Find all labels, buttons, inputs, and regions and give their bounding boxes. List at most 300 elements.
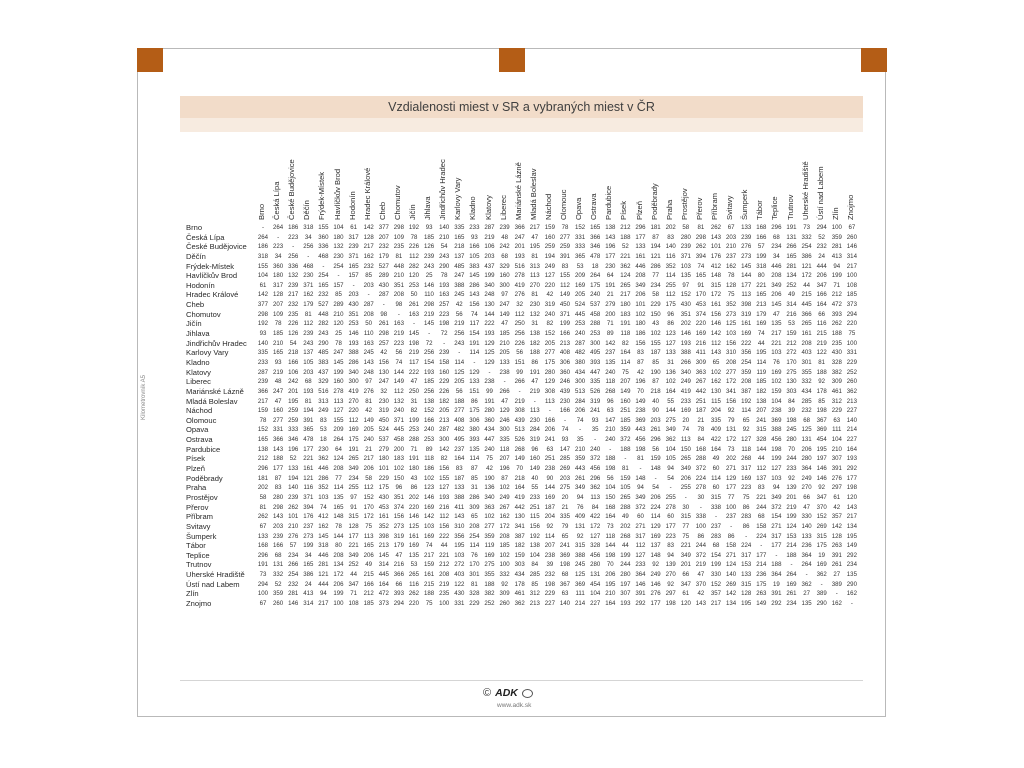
distance-cell: 111 <box>575 590 585 598</box>
table-row <box>186 580 856 590</box>
distance-cell: 403 <box>454 571 465 579</box>
distance-cell: 303 <box>514 561 525 569</box>
distance-cell: 110 <box>363 330 374 338</box>
distance-cell: 154 <box>424 358 435 366</box>
distance-cell: 105 <box>620 484 631 492</box>
distance-cell: 430 <box>348 301 359 309</box>
distance-cell: 233 <box>786 465 797 473</box>
distance-cell: 315 <box>575 542 586 550</box>
distance-cell: 219 <box>484 233 495 241</box>
distance-cell: 161 <box>801 330 812 338</box>
distance-cell: 363 <box>695 368 706 376</box>
distance-cell: 176 <box>710 252 722 260</box>
distance-cell: 30 <box>682 503 690 511</box>
column-header-label: Jihlava <box>423 196 433 220</box>
distance-cell: 70 <box>788 445 795 453</box>
distance-cell: 66 <box>803 493 810 501</box>
distance-cell: 270 <box>529 281 540 289</box>
distance-cell: 261 <box>575 474 586 482</box>
distance-cell: 359 <box>620 426 631 434</box>
distance-cell: 140 <box>846 416 857 424</box>
distance-cell: 177 <box>741 281 752 289</box>
distance-cell: 42 <box>486 465 493 473</box>
distance-cell: 250 <box>514 320 525 328</box>
distance-cell: 287 <box>257 368 269 376</box>
column-header <box>831 148 841 220</box>
distance-cell: 419 <box>514 493 525 501</box>
row-city-name: Kladno <box>186 357 210 367</box>
distance-cell: 251 <box>544 455 555 463</box>
distance-cell: 81 <box>471 580 478 588</box>
distance-cell: 349 <box>575 484 586 492</box>
column-header <box>816 148 826 220</box>
distance-cell: 133 <box>741 224 752 231</box>
column-header-label: Náchod <box>543 193 553 220</box>
distance-cell: 127 <box>544 272 555 280</box>
distance-cell: 70 <box>516 465 524 473</box>
distance-cell: 104 <box>605 484 616 492</box>
distance-cell: 86 <box>471 397 478 405</box>
distance-cell: 159 <box>424 561 435 569</box>
column-headers <box>251 148 856 220</box>
distance-cell: 206 <box>605 571 616 579</box>
distance-cell: 266 <box>499 387 510 395</box>
distance-cell: 210 <box>726 243 737 251</box>
distance-cell: 136 <box>484 484 495 492</box>
column-header-label: Česká Lípa <box>272 181 282 220</box>
distance-cell: 205 <box>439 407 450 415</box>
distance-cell: 102 <box>665 378 676 386</box>
distance-cell: 300 <box>348 378 359 386</box>
distance-cell: 240 <box>393 407 404 415</box>
distance-cell: 367 <box>816 416 827 424</box>
distance-cell: - <box>699 503 702 511</box>
distance-cell: 19 <box>818 551 826 559</box>
distance-cell: 112 <box>560 281 570 289</box>
distance-cell: 388 <box>348 349 359 357</box>
distance-cell: 129 <box>469 368 480 376</box>
distance-cell: 81 <box>365 397 373 405</box>
distance-cell: 210 <box>439 233 450 241</box>
distance-cell: 285 <box>559 455 571 463</box>
distance-cell: 182 <box>514 542 525 550</box>
column-header-label: Chomutov <box>392 185 402 220</box>
distance-cell: 478 <box>303 436 314 444</box>
distance-cell: 386 <box>801 252 812 260</box>
distance-cell: 149 <box>756 599 767 607</box>
distance-cell: 332 <box>499 571 510 579</box>
distance-cell: 213 <box>846 397 857 405</box>
distance-cell: 194 <box>650 243 661 251</box>
column-header <box>725 148 735 220</box>
distance-cell: 44 <box>622 542 629 550</box>
distance-cell: 430 <box>831 349 842 357</box>
distance-cell: 185 <box>499 542 510 550</box>
distance-cell: 145 <box>469 272 480 280</box>
distance-cell: 317 <box>771 532 782 540</box>
distance-cell: 241 <box>590 407 601 415</box>
distance-cell: 239 <box>741 233 752 241</box>
distance-cell: 83 <box>757 484 765 492</box>
distance-cell: 374 <box>695 310 706 318</box>
distance-cell: 359 <box>575 455 586 463</box>
distance-cell: 201 <box>288 387 299 395</box>
distance-cell: 63 <box>606 407 614 415</box>
distance-cell: 123 <box>424 484 435 492</box>
distance-cell: 75 <box>486 455 493 463</box>
table-row <box>186 493 856 503</box>
distance-cell: 170 <box>363 503 374 511</box>
table-row <box>186 377 856 387</box>
distance-table <box>186 223 856 609</box>
distance-cell: 245 <box>454 291 465 299</box>
distance-cell: 177 <box>348 532 359 540</box>
distance-cell: 58 <box>652 291 659 299</box>
row-city-name: Náchod <box>186 406 213 416</box>
distance-cell: 444 <box>816 262 827 270</box>
distance-cell: 373 <box>846 301 857 309</box>
distance-cell: 98 <box>380 310 388 318</box>
publisher-url: www.adk.sk <box>497 702 532 709</box>
distance-cell: 264 <box>257 233 269 241</box>
distance-cell: 387 <box>514 532 525 540</box>
distance-cell: 131 <box>726 426 737 434</box>
distance-cell: 203 <box>303 368 314 376</box>
distance-cell: 280 <box>484 407 495 415</box>
distance-cell: 444 <box>318 580 329 588</box>
distance-cell: 187 <box>454 474 465 482</box>
distance-cell: 207 <box>378 233 389 241</box>
distance-cell: 142 <box>424 513 435 521</box>
distance-cell: 263 <box>831 542 842 550</box>
distance-cell: 104 <box>831 436 842 444</box>
distance-cell: 152 <box>710 580 722 588</box>
distance-cell: 52 <box>622 243 629 251</box>
distance-cell: 254 <box>469 532 480 540</box>
distance-cell: 232 <box>544 571 555 579</box>
row-city-name: Plzeň <box>186 464 205 474</box>
distance-cell: 114 <box>454 358 465 366</box>
distance-cell: 74 <box>395 358 403 366</box>
distance-cell: 193 <box>484 330 495 338</box>
distance-cell: 42 <box>637 368 644 376</box>
distance-cell: 84 <box>697 436 705 444</box>
distance-cell: 79 <box>727 416 735 424</box>
distance-cell: 194 <box>303 407 314 415</box>
distance-cell: 203 <box>348 291 359 299</box>
distance-cell: 112 <box>665 291 676 299</box>
distance-cell: 238 <box>484 378 495 386</box>
distance-cell: 239 <box>273 532 284 540</box>
distance-cell: 298 <box>424 301 435 309</box>
distance-cell: 161 <box>741 320 752 328</box>
distance-cell: 219 <box>695 561 706 569</box>
distance-cell: 122 <box>454 580 465 588</box>
distance-cell: 388 <box>575 551 586 559</box>
row-city-name: Jičín <box>186 319 202 329</box>
distance-cell: 237 <box>605 349 616 357</box>
distance-cell: 235 <box>831 339 842 347</box>
distance-cell: 443 <box>635 426 646 434</box>
distance-cell: 83 <box>274 484 282 492</box>
distance-cell: 317 <box>348 233 359 241</box>
distance-cell: 220 <box>846 320 857 328</box>
distance-cell: 524 <box>378 426 389 434</box>
distance-cell: 240 <box>590 291 601 299</box>
distance-cell: 159 <box>786 330 797 338</box>
distance-cell: - <box>261 224 265 231</box>
distance-cell: 44 <box>757 339 765 347</box>
distance-cell: 454 <box>590 580 601 588</box>
distance-cell: 226 <box>439 387 450 395</box>
distance-cell: 188 <box>816 368 827 376</box>
distance-cell: 210 <box>333 310 344 318</box>
distance-cell: 265 <box>620 493 631 501</box>
distance-cell: 191 <box>469 339 480 347</box>
distance-cell: 310 <box>454 522 465 530</box>
distance-cell: 166 <box>273 542 284 550</box>
distance-cell: 74 <box>576 416 584 424</box>
distance-cell: 144 <box>756 445 767 453</box>
distance-cell: 77 <box>727 493 735 501</box>
distance-cell: 74 <box>697 262 705 270</box>
distance-cell: 93 <box>591 416 599 424</box>
distance-cell: 351 <box>348 310 359 318</box>
distance-cell: 135 <box>801 599 812 607</box>
distance-cell: - <box>790 561 793 569</box>
distance-cell: 140 <box>726 571 737 579</box>
column-header <box>423 148 433 220</box>
column-header <box>604 148 614 220</box>
distance-cell: 143 <box>710 233 722 241</box>
distance-cell: 166 <box>288 358 299 366</box>
distance-cell: 437 <box>484 262 495 270</box>
distance-cell: 310 <box>726 349 737 357</box>
distance-cell: 238 <box>544 465 555 473</box>
column-header <box>514 148 524 220</box>
distance-cell: 146 <box>408 513 420 521</box>
distance-cell: 102 <box>650 330 661 338</box>
distance-cell: 47 <box>395 551 403 559</box>
distance-cell: 252 <box>786 281 797 289</box>
distance-cell: 233 <box>635 561 646 569</box>
distance-cell: 239 <box>257 378 269 386</box>
distance-cell: 140 <box>801 522 812 530</box>
distance-cell: 82 <box>622 339 629 347</box>
distance-cell: 362 <box>816 571 827 579</box>
distance-cell: 366 <box>273 436 284 444</box>
distance-cell: 75 <box>848 330 856 338</box>
distance-cell: 199 <box>710 561 722 569</box>
distance-cell: 307 <box>831 455 842 463</box>
distance-cell: 252 <box>348 561 359 569</box>
distance-cell: 277 <box>544 349 555 357</box>
distance-cell: 133 <box>469 378 480 386</box>
distance-cell: 232 <box>318 291 329 299</box>
distance-cell: 87 <box>501 474 508 482</box>
distance-cell: 134 <box>726 599 737 607</box>
distance-cell: 193 <box>303 387 314 395</box>
distance-cell: 34 <box>304 551 312 559</box>
distance-cell: 212 <box>786 339 797 347</box>
distance-cell: 208 <box>741 378 752 386</box>
brand-mark-icon <box>522 689 533 698</box>
distance-cell: 434 <box>801 387 812 395</box>
distance-cell: - <box>412 320 416 328</box>
distance-cell: 219 <box>529 387 540 395</box>
distance-cell: 163 <box>363 339 374 347</box>
distance-cell: 430 <box>378 493 389 501</box>
distance-cell: 162 <box>846 590 857 598</box>
distance-cell: 125 <box>801 426 812 434</box>
distance-cell: 143 <box>469 291 480 299</box>
distance-cell: 161 <box>378 513 389 521</box>
distance-cell: 77 <box>682 522 690 530</box>
distance-cell: 256 <box>514 330 525 338</box>
distance-cell: 164 <box>846 445 857 453</box>
table-row <box>186 281 856 291</box>
distance-cell: 450 <box>378 416 389 424</box>
distance-cell: 96 <box>395 484 403 492</box>
distance-cell: 73 <box>727 445 735 453</box>
distance-cell: 149 <box>635 397 646 405</box>
distance-cell: 369 <box>771 416 782 424</box>
distance-cell: 210 <box>605 590 616 598</box>
table-row <box>186 454 856 464</box>
distance-cell: 210 <box>499 339 510 347</box>
distance-cell: 121 <box>650 252 661 260</box>
distance-cell: 99 <box>486 387 493 395</box>
column-header <box>499 148 509 220</box>
distance-cell: 377 <box>257 301 269 309</box>
distance-cell: 151 <box>514 358 525 366</box>
distance-cell: 42 <box>546 291 554 299</box>
distance-cell: 296 <box>257 465 269 473</box>
distance-cell: 233 <box>529 493 540 501</box>
distance-cell: 349 <box>771 493 782 501</box>
distance-cell: 168 <box>695 445 706 453</box>
distance-cell: 112 <box>635 542 646 550</box>
distance-cell: 64 <box>335 445 342 453</box>
distance-cell: - <box>397 310 400 318</box>
distance-cell: 103 <box>771 349 782 357</box>
distance-cell: 315 <box>741 580 752 588</box>
distance-cell: 300 <box>590 339 601 347</box>
distance-cell: 248 <box>363 368 374 376</box>
distance-cell: 265 <box>348 455 359 463</box>
distance-cell: 71 <box>410 445 418 453</box>
distance-cell: - <box>835 590 838 598</box>
distance-cell: 165 <box>333 503 344 511</box>
distance-cell: 100 <box>846 339 857 347</box>
distance-cell: 145 <box>333 358 344 366</box>
distance-cell: 248 <box>484 291 495 299</box>
distance-cell: 219 <box>816 339 827 347</box>
distance-cell: - <box>533 397 536 405</box>
distance-cell: 177 <box>650 599 661 607</box>
distance-cell: 85 <box>818 397 826 405</box>
distance-cell: 239 <box>303 330 314 338</box>
distance-cell: - <box>488 368 491 376</box>
distance-cell: 193 <box>514 252 525 260</box>
distance-cell: 369 <box>816 426 827 434</box>
distance-cell: 306 <box>469 416 480 424</box>
distance-cell: 143 <box>363 358 374 366</box>
distance-cell: 224 <box>741 542 752 550</box>
table-row <box>186 300 856 310</box>
distance-cell: 149 <box>514 455 525 463</box>
distance-cell: 34 <box>773 252 780 260</box>
distance-cell: 201 <box>680 561 691 569</box>
distance-cell: 256 <box>288 252 299 260</box>
distance-cell: 319 <box>393 532 404 540</box>
distance-cell: 195 <box>605 580 616 588</box>
distance-cell: 50 <box>410 291 418 299</box>
distance-cell: 113 <box>529 407 540 415</box>
column-header <box>755 148 765 220</box>
distance-cell: 527 <box>318 301 329 309</box>
distance-cell: 276 <box>831 474 842 482</box>
distance-cell: 221 <box>439 551 450 559</box>
distance-cell: 262 <box>695 243 706 251</box>
distance-cell: 203 <box>273 522 284 530</box>
distance-cell: 485 <box>318 349 329 357</box>
column-header-label: Zlín <box>830 207 840 220</box>
distance-cell: 165 <box>257 436 269 444</box>
table-row <box>186 570 856 580</box>
distance-cell: 461 <box>831 387 842 395</box>
distance-cell: 118 <box>741 445 752 453</box>
distance-cell: 175 <box>665 301 676 309</box>
distance-cell: 331 <box>575 233 586 241</box>
distance-cell: 54 <box>667 474 675 482</box>
row-city-name: Příbram <box>186 512 214 522</box>
distance-cell: 128 <box>273 291 284 299</box>
distance-cell: 188 <box>529 349 540 357</box>
distance-cell: 185 <box>756 378 767 386</box>
distance-cell: 219 <box>454 320 465 328</box>
column-header <box>317 148 327 220</box>
column-header <box>468 148 478 220</box>
distance-cell: 92 <box>788 474 795 482</box>
distance-cell: 246 <box>559 378 571 386</box>
distance-cell: - <box>382 301 385 309</box>
distance-cell: 39 <box>788 407 795 415</box>
distance-cell: 201 <box>786 493 797 501</box>
distance-cell: 202 <box>680 320 691 328</box>
distance-cell: 78 <box>561 224 569 231</box>
distance-cell: 100 <box>846 272 857 280</box>
distance-cell: 40 <box>531 474 539 482</box>
column-header <box>635 148 645 220</box>
distance-cell: 61 <box>682 590 690 598</box>
distance-cell: 352 <box>726 301 737 309</box>
distance-cell: 329 <box>318 378 329 386</box>
distance-cell: 223 <box>665 532 676 540</box>
distance-cell: 161 <box>303 465 314 473</box>
column-header <box>619 148 629 220</box>
distance-cell: 49 <box>365 561 373 569</box>
distance-cell: 103 <box>318 493 329 501</box>
distance-cell: 101 <box>378 465 389 473</box>
distance-cell: 40 <box>652 397 659 405</box>
distance-cell: 193 <box>348 339 359 347</box>
distance-cell: 266 <box>514 378 525 386</box>
distance-cell: 178 <box>816 387 827 395</box>
distance-cell: 234 <box>288 551 299 559</box>
distance-cell: 221 <box>756 281 767 289</box>
row-city-name: České Budějovice <box>186 242 247 252</box>
